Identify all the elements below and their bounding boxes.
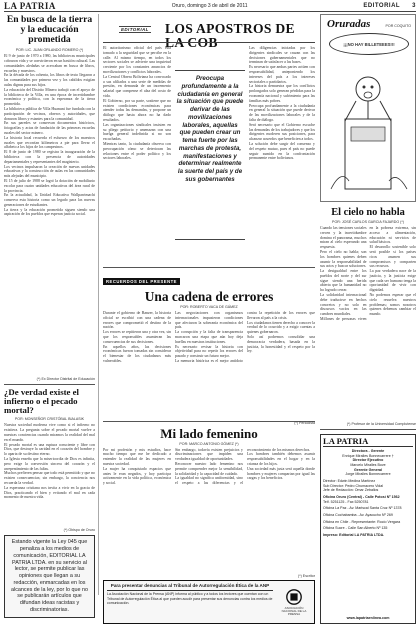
article-body: El 9 de junio de 1970 a 1980, las bibliotecas municipales cobraron vida y se convirtieron en un bastión cultural. Las comunidades aledañas se acercaban en busca de libros, escuelas y maestros. En la década de los ochenta, los libros de texto llegaron a las comunidades por primera vez y los cabildos exigían aulas dignas para sus hijos. La educación del Distrito Minero trabajó con el apoyo de la biblioteca de la Villa, en una época de incertidumbre económica y política, con la esperanza de la tierra prometida. La biblioteca pública de Villa Huanuni fue fundada con la participación de vecinos, obreros y autoridades, que donaron libros y estantes para la comunidad. En sus paredes se conservan documentos históricos, fotografías y actas de fundación de las primeras escuelas rurales del sector minero. La historia local recuerda el esfuerzo de los maestros rurales que recorrían kilómetros a pie para llevar el alfabeto a los hijos de los campesinos. El 8 de junio de 1980 se registra la inauguración de la biblioteca con la presencia de autoridades departamentales y representantes del magisterio. Los vecinos impulsaron la creación de nuevas unidades educativas y la construcción de aulas en las comunidades más alejadas del municipio. El 15 de julio de 1988 se logró la dotación de mobiliario escolar para cuatro unidades educativas del área rural de la provincia. En la actualidad, la Unidad Educativa Wallparrimachi conserva esta historia como un legado para las nuevas generaciones de estudiantes. La tierra y la educación prometida siguen siendo una aspiración de los pueblos que esperan justicia social. — [4, 54, 95, 217]
staff-row: Impreso: Editorial LA PATRIA LTDA. — [323, 533, 385, 538]
article-errores — [103, 270, 315, 426]
article-signature: (*) Ex Director Distrital de Educación — [36, 377, 95, 382]
press-logo-icon — [285, 588, 303, 606]
anp-ad-content — [107, 583, 273, 621]
anp-ad-text: La Asociación Nacional de la Prensa (ANP) informa al público y a todos los lectores que cuentan con un Tribunal de Autorregulación Ética al que pueden acudir para presentar sus denuncias contra los medios de comunicación. — [107, 591, 273, 606]
page-number: 3 — [412, 2, 416, 9]
editorial-body-right: Las diligencias iniciadas por los dirigentes sindicales se cruzan con las decisiones gubernamentales que no terminan de satisfacer a las bases. Es necesario que ambas partes actúen con responsabilidad, anteponiendo los intereses del país a los intereses sectoriales o partidarios. La historia demuestra que los conflictos prolongados solo generan pérdidas para la economía nacional y sufrimiento para las familias más pobres. Preocupa profundamente a la ciudadanía en general la situación que puede derivar de las movilizaciones laborales y de la falta de diálogo. Será necesario que el Gobierno escuche las demandas de los trabajadores y que los dirigentes moderen sus posiciones, para alcanzar acuerdos que beneficien a todos. La solución debe surgir del consenso y del respeto mutuo, pues el país no puede seguir sumido en la confrontación permanente entre bolivianos. — [249, 46, 315, 161]
article-headline: Mi lado femenino — [160, 426, 258, 441]
article-headline: En busca de la tierra y la educación prometida — [6, 14, 93, 46]
masthead — [4, 0, 416, 12]
edition-date: Oruro, domingo 3 de abril de 2011 — [171, 2, 248, 9]
article-body: Durante el gobierno de Banzer, la historia oficial se escribió con una cadena de errores que comprometió el destino de la nación. Los errores se repitieron una y otra vez, sin que los responsables asumieran las consecuencias de sus decisiones. En aquellos años, las decisiones económicas fueron tomadas sin considerar el bienestar de los ciudadanos más vulnerables. Las negociaciones con organismos internacionales impusieron condiciones que afectaron la soberanía económica del país. La corrupción y la falta de transparencia marcaron una etapa que aún hoy deja huellas en nuestras instituciones. Es necesario revisar la historia con objetividad para no repetir los errores del pasado y construir un futuro mejor. La memoria histórica es el mejor antídoto contra la repetición de los errores que llevaron al país a la crisis. Los ciudadanos tienen derecho a conocer la verdad de lo ocurrido y a exigir cuentas a quienes gobernaron. Solo así podremos consolidar una democracia verdadera, basada en la justicia, la honestidad y el respeto por la ley. — [103, 311, 315, 364]
cartoon-drawing — [321, 59, 417, 203]
staff-box — [320, 434, 416, 624]
staff-row: Oficina Cochabamba - Av. Ayacucho Nº 269 — [323, 513, 393, 518]
staff-row: Marcelo Miralles Bove — [350, 463, 386, 468]
staff-list — [323, 449, 413, 538]
staff-row: Sub Director: Pedro Chumacero Vidal — [323, 483, 384, 488]
staff-row: Gerente General — [354, 467, 382, 472]
section-label: EDITORIAL 3 — [363, 2, 416, 9]
editorial-pull-quote: Preocupa profundamente a la ciudadanía en general la situación que puede derivar de las movilizaciones laborales, aquellas que pueden crear un tema fuerte por las marchas de protesta, manifestaciones y determinar realmente la suerte del país y de sus gobernantes — [175, 70, 245, 240]
cartoon-credit: POR COQUITO — [385, 24, 411, 28]
editorial-tag: EDITORIAL — [121, 27, 149, 32]
staff-row: Enrique Miralles Bonnecarrere † — [342, 453, 394, 458]
article-byline: POR: JOSÉ CARLOS GARCIA FAJARDO (*) — [332, 219, 404, 224]
article-headline: Una cadena de errores — [144, 289, 274, 304]
anp-ad — [103, 580, 315, 624]
legal-notice-text: Estando vigente la Ley 045 que penaliza a los medios de comunicación, EDITORIAL LA PATRIA LTDA. en su servicio al lector, se permite publicar las opiniones que llegan a su redacción, enmarcadas en los alcances de la ley, por lo que no se publicarán artículos que difundan ideas racistas y discriminatorias. — [11, 539, 88, 613]
cartoon-panel — [320, 14, 416, 202]
staff-row: Director: Edwin Medina Martínez — [323, 479, 376, 484]
article-signature: (*) Obispo de Oruro — [63, 528, 95, 533]
article-headline: ¿De verdad existe el infierno o el pecado mortal? — [4, 386, 79, 416]
anp-logo-text: ASOCIACIÓN NACIONAL DE LA PRENSA — [281, 605, 307, 617]
article-byline: POR: MARCO ANTONIO GÓMEZ (*) — [179, 441, 239, 446]
article-signature: (*) Periodista — [294, 421, 315, 426]
staff-row: Oficina Sucre - Calle San Alberto Nº 135 — [323, 526, 388, 531]
legal-notice-box — [4, 535, 95, 617]
article-byline: POR: LIC. JUAN ORLANDO ROMERO (*) — [15, 48, 84, 53]
section-band: RECUERDOS DEL PRESENTE — [103, 278, 180, 285]
cartoon-caption: ¡¡¡NO HAY BILLETEEES!!! — [343, 41, 395, 47]
staff-row: Oficina en Chile - Representante: Rocío Vergara — [323, 519, 401, 524]
article-signature: (*) Escritor — [298, 573, 315, 578]
divider — [103, 42, 315, 43]
article-byline: POR: ROBERTO VACA DE GÁMEZ — [180, 305, 238, 310]
divider — [4, 384, 95, 385]
staff-title: LA PATRIA — [323, 437, 413, 447]
article-femenino — [103, 425, 315, 577]
staff-row: Jefe de Redacción: Omar Zeballos — [323, 488, 379, 493]
article-cielo — [320, 206, 416, 430]
staff-row: Director Ejecutivo — [352, 458, 384, 463]
anp-logo — [277, 583, 311, 621]
staff-row: Telf. 5251125 - Fax 5250781 — [323, 499, 369, 504]
editorial-headline: LOS APOSTROS DE LA COB — [165, 21, 295, 51]
cartoon-title: Oruradas — [327, 18, 371, 30]
staff-row: Jorge Miralles Bonnecarrere — [345, 472, 391, 477]
anp-ad-title: Para presentar denuncias al Tribunal de Autorregulación Ética de la ANP — [107, 583, 273, 591]
staff-row: Oficina La Paz - Av. Mariscal Santa Cruz Nº 1378 — [323, 506, 402, 511]
speech-bubble — [329, 33, 409, 55]
staff-row: Directora - Gerente — [351, 449, 385, 454]
staff-website[interactable]: www.lapatriaenlinea.com — [346, 616, 390, 621]
left-column — [4, 14, 99, 613]
editorial-body-left: El autoritarismo oficial del país está tomado a la seguridad que se percibe en la calle. Al mismo tiempo, en todos los sectores sociales se advierte una inquietud creciente por los constantes anuncios de movilizaciones y conflictos laborales. La Central Obrera Boliviana ha convocado a sus afiliados a una serie de medidas de presión, en demanda de un incremento salarial que compense el alza del costo de vida. El Gobierno, por su parte, sostiene que no existen condiciones económicas para atender todas las demandas, y propone un diálogo que hasta ahora no ha dado resultados. Las organizaciones sindicales insisten en su pliego petitorio y amenazan con una huelga general indefinida si no son escuchadas. Mientras tanto, la ciudadanía observa con preocupación cómo se deterioran las relaciones entre el poder político y los sectores laborales. — [103, 46, 171, 161]
article-byline: POR: MONSEÑOR CRISTÓBAL BIALASIK — [14, 417, 85, 422]
article-signature: (*) Profesor de la Universidad Complutense — [346, 421, 416, 426]
article-body: Cuando las tensiones sociales crecen y la incertidumbre domina el panorama, muchos miran al cielo esperando una respuesta. Pero el cielo no habla; son los hombres quienes deben asumir la responsabilidad de sus actos y buscar soluciones. La desigualdad entre los pueblos del norte y del sur sigue siendo una herida abierta que la humanidad no ha logrado cerrar. La solidaridad internacional debe traducirse en hechos concretos y no solo en discursos vacíos en las cumbres mundiales. Millones de personas viven en la pobreza extrema, sin acceso a alimentación, educación ni servicios de salud básicos. El desarrollo sostenible solo será posible si los países ricos asumen sus compromisos y comparten sus recursos. La paz verdadera nace de la justicia, y la justicia exige que cada ser humano tenga la oportunidad de vivir con dignidad. No podemos esperar que el cielo resuelva nuestros problemas; somos nosotros quienes debemos cambiar el mundo. — [320, 225, 416, 322]
article-body: Por mi profesión y mis estudios, hace mucho tiempo que me he dedicado a entender la realidad de las mujeres en nuestra sociedad. La mujer ha conquistado espacios que antes le eran negados, y hoy participa activamente en la vida política, económica y social. Sin embargo, todavía existen prejuicios y discriminaciones que impiden una verdadera igualdad de oportunidades. Reconocer nuestro lado femenino nos permite comprender mejor la sensibilidad, la solidaridad y la capacidad de cuidado. La igualdad no significa uniformidad, sino el respeto a las diferencias y el reconocimiento de los mismos derechos. Los hombres también debemos asumir responsabilidades en el hogar y en la crianza de los hijos. Una sociedad más justa será aquella donde hombres y mujeres compartan por igual las cargas y los beneficios. — [103, 447, 315, 486]
editorial-block — [103, 14, 315, 268]
article-body: Nuestra sociedad moderna vive como si el infierno no existiera. La pregunta sobre el pecado mortal vuelve a nuestras conciencias cuando miramos la realidad del mal en el mundo. El pecado mortal es una ruptura consciente y libre con Dios, que destruye la caridad en el corazón del hombre y lo aparta de su destino eterno. La Iglesia enseña que la misericordia de Dios es infinita, pero exige la conversión sincera del corazón y el arrepentimiento de las faltas. Muchos prefieren pensar que todo está permitido y que no existen consecuencias; sin embargo, la conciencia nos recuerda la verdad. La esperanza cristiana nos invita a vivir en la gracia de Dios, practicando el bien y evitando el mal en cada momento de nuestra vida. — [4, 423, 95, 500]
newspaper-logo: LA PATRIA — [4, 0, 56, 11]
article-headline: El cielo no habla — [331, 207, 405, 218]
staff-row: Oficina Oruro (Central) - Calle Potosí Nº 1562 — [323, 495, 400, 500]
